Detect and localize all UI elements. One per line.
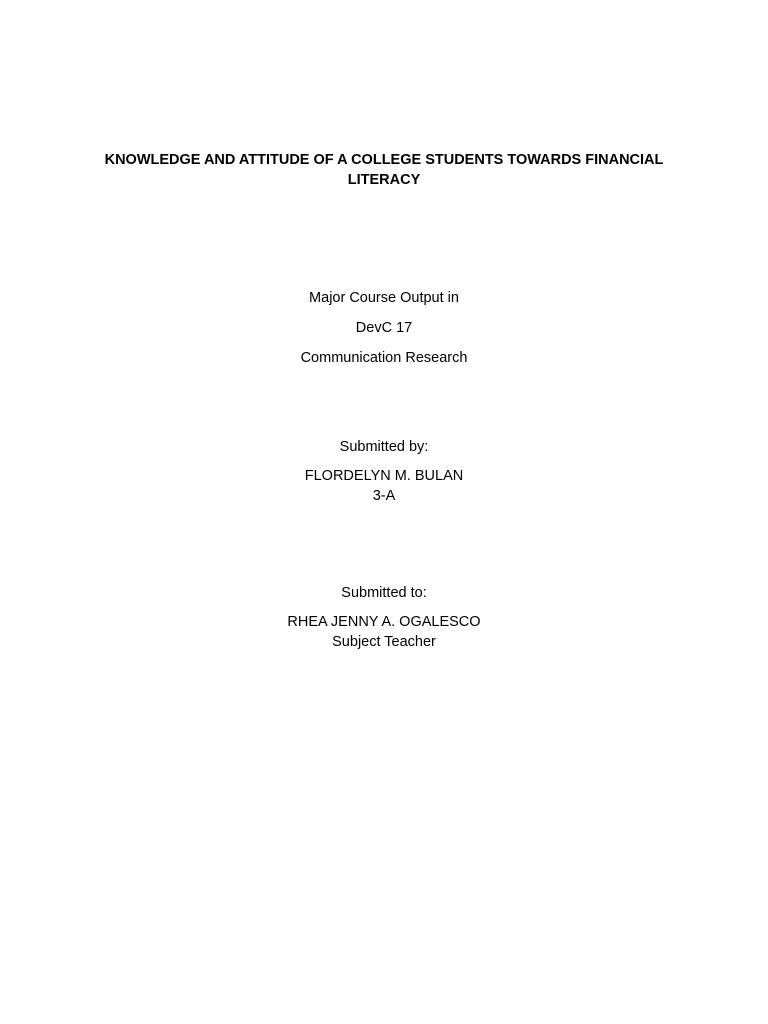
student-name: FLORDELYN M. BULAN <box>304 468 464 484</box>
teacher-role: Subject Teacher <box>332 634 436 650</box>
teacher-name: RHEA JENNY A. OGALESCO <box>287 614 481 630</box>
document-title <box>60 150 708 190</box>
title-line-2: LITERACY <box>347 172 421 188</box>
title-line-1: KNOWLEDGE AND ATTITUDE OF A COLLEGE STUDENTS TOWARDS FINANCIAL <box>104 152 664 168</box>
student-section: 3-A <box>372 488 396 504</box>
course-info <box>0 288 768 378</box>
course-name: Communication Research <box>300 350 468 366</box>
submitted-to-section <box>0 583 768 652</box>
course-output-label: Major Course Output in <box>309 290 459 306</box>
course-code: DevC 17 <box>355 320 413 336</box>
submitted-to-label: Submitted to: <box>341 585 427 601</box>
submitted-by-label: Submitted by: <box>339 439 429 455</box>
submitted-by-section <box>0 437 768 506</box>
